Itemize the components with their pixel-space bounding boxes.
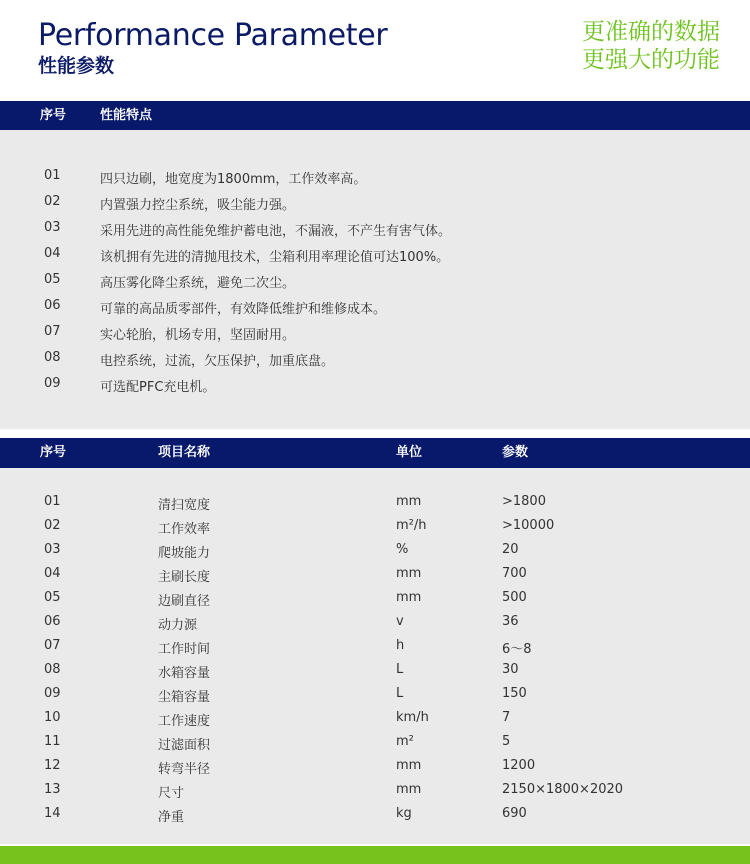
- table-row: [0, 494, 750, 518]
- features-col-no: 序号: [40, 108, 67, 123]
- param-value: 500: [502, 590, 527, 605]
- param-no: 13: [44, 782, 61, 797]
- feature-no: 09: [44, 376, 61, 391]
- param-no: 03: [44, 542, 61, 557]
- table-row: [0, 542, 750, 566]
- param-value: 150: [502, 686, 527, 701]
- features-header-bar: [0, 101, 750, 130]
- param-no: 10: [44, 710, 61, 725]
- param-unit: mm: [396, 758, 422, 773]
- feature-row: [0, 376, 750, 402]
- feature-row: [0, 272, 750, 298]
- param-name: 动力源: [158, 618, 198, 633]
- param-no: 06: [44, 614, 61, 629]
- param-value: 5: [502, 734, 511, 749]
- params-col-name: 项目名称: [158, 445, 211, 460]
- feature-row: [0, 324, 750, 350]
- feature-text: 实心轮胎，机场专用，坚固耐用。: [100, 328, 296, 343]
- feature-row: [0, 168, 750, 194]
- feature-row: [0, 194, 750, 220]
- table-row: [0, 782, 750, 806]
- slogan-line-2: 更强大的功能: [582, 47, 720, 73]
- table-row: [0, 662, 750, 686]
- param-unit: L: [396, 686, 404, 701]
- param-no: 01: [44, 494, 61, 509]
- feature-no: 04: [44, 246, 61, 261]
- feature-text: 四只边刷，地宽度为1800mm，工作效率高。: [100, 172, 367, 187]
- param-name: 过滤面积: [158, 738, 211, 753]
- param-unit: mm: [396, 782, 422, 797]
- feature-row: [0, 246, 750, 272]
- feature-row: [0, 350, 750, 376]
- features-panel: [0, 130, 750, 429]
- feature-row: [0, 298, 750, 324]
- param-name: 清扫宽度: [158, 498, 211, 513]
- param-unit: L: [396, 662, 404, 677]
- param-name: 水箱容量: [158, 666, 211, 681]
- feature-text: 电控系统，过流，欠压保护，加重底盘。: [100, 354, 335, 369]
- param-value: 7: [502, 710, 511, 725]
- feature-no: 06: [44, 298, 61, 313]
- param-unit: m²: [396, 734, 414, 749]
- param-value: 1200: [502, 758, 536, 773]
- params-col-unit: 单位: [396, 445, 423, 460]
- param-no: 11: [44, 734, 61, 749]
- feature-no: 07: [44, 324, 61, 339]
- feature-text: 内置强力控尘系统，吸尘能力强。: [100, 198, 296, 213]
- table-row: [0, 734, 750, 758]
- param-value: 690: [502, 806, 527, 821]
- param-unit: mm: [396, 566, 422, 581]
- params-header-bar: [0, 438, 750, 468]
- param-name: 尺寸: [158, 786, 185, 801]
- param-value: 6～8: [502, 642, 532, 657]
- param-value: 30: [502, 662, 519, 677]
- param-value: 36: [502, 614, 519, 629]
- param-no: 12: [44, 758, 61, 773]
- param-value: 20: [502, 542, 519, 557]
- table-row: [0, 806, 750, 830]
- param-value: 2150×1800×2020: [502, 782, 624, 797]
- table-row: [0, 614, 750, 638]
- param-unit: km/h: [396, 710, 429, 725]
- params-panel: [0, 468, 750, 844]
- feature-no: 03: [44, 220, 61, 235]
- param-no: 05: [44, 590, 61, 605]
- param-no: 07: [44, 638, 61, 653]
- param-no: 08: [44, 662, 61, 677]
- feature-text: 可选配PFC充电机。: [100, 380, 216, 395]
- feature-text: 该机拥有先进的清抛甩技术，尘箱利用率理论值可达100%。: [100, 250, 450, 265]
- param-unit: m²/h: [396, 518, 427, 533]
- feature-text: 高压雾化降尘系统，避免二次尘。: [100, 276, 296, 291]
- page-header: [0, 0, 750, 100]
- param-unit: h: [396, 638, 405, 653]
- param-no: 14: [44, 806, 61, 821]
- param-name: 主刷长度: [158, 570, 211, 585]
- param-value: 700: [502, 566, 527, 581]
- feature-row: [0, 220, 750, 246]
- param-name: 净重: [158, 810, 185, 825]
- param-unit: kg: [396, 806, 412, 821]
- features-col-feature: 性能特点: [100, 108, 153, 123]
- table-row: [0, 590, 750, 614]
- feature-no: 05: [44, 272, 61, 287]
- param-no: 02: [44, 518, 61, 533]
- table-row: [0, 758, 750, 782]
- param-name: 边刷直径: [158, 594, 211, 609]
- table-row: [0, 566, 750, 590]
- feature-no: 08: [44, 350, 61, 365]
- param-name: 工作速度: [158, 714, 211, 729]
- table-row: [0, 686, 750, 710]
- param-no: 09: [44, 686, 61, 701]
- param-value: >10000: [502, 518, 555, 533]
- param-name: 尘箱容量: [158, 690, 211, 705]
- param-name: 工作时间: [158, 642, 211, 657]
- param-no: 04: [44, 566, 61, 581]
- param-name: 转弯半径: [158, 762, 211, 777]
- page-title-cn: 性能参数: [38, 55, 115, 77]
- param-name: 爬坡能力: [158, 546, 211, 561]
- param-unit: %: [396, 542, 409, 557]
- param-value: >1800: [502, 494, 546, 509]
- param-name: 工作效率: [158, 522, 211, 537]
- page-title-en: Performance Parameter: [38, 18, 388, 53]
- slogan-line-1: 更准确的数据: [582, 19, 720, 45]
- table-row: [0, 638, 750, 662]
- feature-no: 01: [44, 168, 61, 183]
- slogan: [582, 18, 720, 74]
- param-unit: v: [396, 614, 404, 629]
- param-unit: mm: [396, 494, 422, 509]
- table-row: [0, 518, 750, 542]
- feature-no: 02: [44, 194, 61, 209]
- feature-text: 可靠的高品质零部件，有效降低维护和维修成本。: [100, 302, 387, 317]
- param-unit: mm: [396, 590, 422, 605]
- footer-bar: [0, 846, 750, 864]
- table-row: [0, 710, 750, 734]
- feature-text: 采用先进的高性能免维护蓄电池，不漏液，不产生有害气体。: [100, 224, 452, 239]
- params-col-no: 序号: [40, 445, 67, 460]
- params-col-value: 参数: [502, 445, 529, 460]
